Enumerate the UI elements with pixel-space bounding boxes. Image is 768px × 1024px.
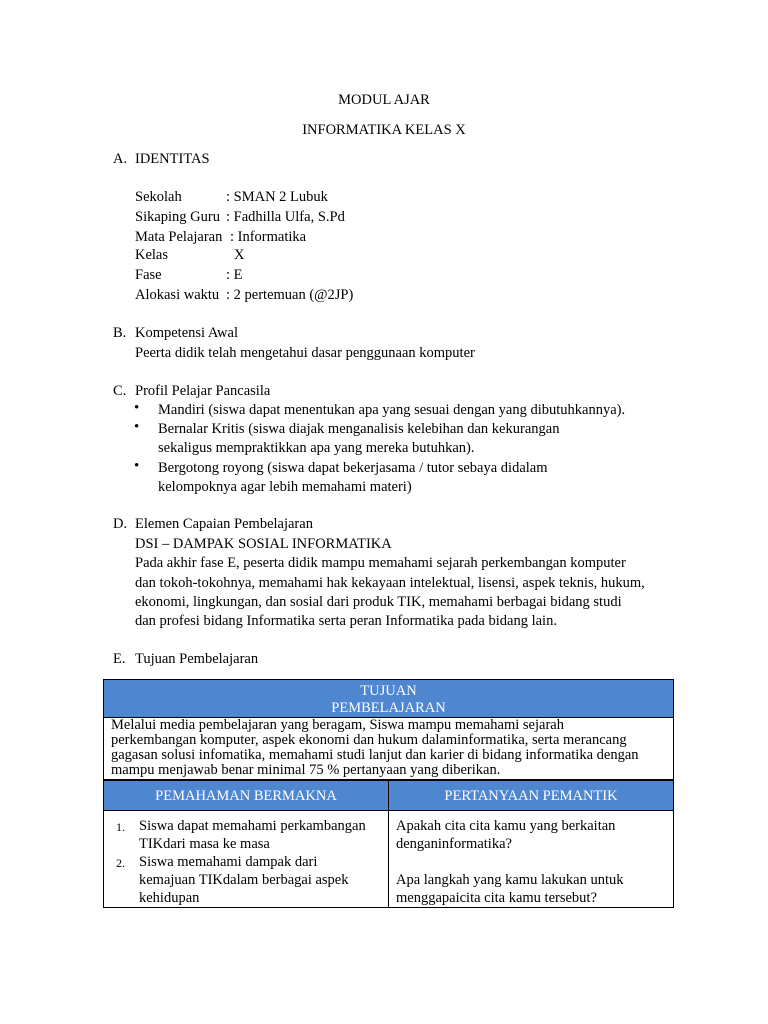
list-item: Bernalar Kritis (siswa diajak menganalisis kelebihan dan kekurangan bbox=[158, 421, 560, 437]
section-a-marker: A. bbox=[113, 151, 128, 167]
section-d-heading: Elemen Capaian Pembelajaran bbox=[135, 516, 313, 532]
question-line: Apa langkah yang kamu lakukan untuk bbox=[396, 872, 624, 888]
learning-goal-body bbox=[111, 718, 671, 778]
identity-label: Alokasi waktu bbox=[135, 287, 220, 303]
document-title: MODUL AJAR bbox=[338, 92, 430, 108]
header-line: PEMBELAJARAN bbox=[331, 700, 446, 716]
list-item-continuation: kemajuan TIKdalam berbagai aspek bbox=[139, 872, 349, 888]
section-c-marker: C. bbox=[113, 383, 127, 399]
bullet-icon: • bbox=[134, 419, 140, 435]
identity-label: Sekolah bbox=[135, 189, 182, 205]
identity-value: : Informatika bbox=[230, 229, 307, 245]
question-line: denganinformatika? bbox=[396, 836, 512, 852]
identity-value: : E bbox=[226, 267, 243, 283]
bullet-icon: • bbox=[134, 400, 140, 416]
question-line: menggapaicita cita kamu tersebut? bbox=[396, 890, 597, 906]
paragraph-line: dan tokoh-tokohnya, memahami hak kekayaan intelektual, lisensi, aspek teknis, hukum, bbox=[135, 575, 645, 591]
identity-label: Sikaping Guru bbox=[135, 209, 220, 225]
header-line: TUJUAN bbox=[360, 683, 417, 699]
section-c-heading: Profil Pelajar Pancasila bbox=[135, 383, 271, 399]
section-b-text: Peerta didik telah mengetahui dasar penggunaan komputer bbox=[135, 345, 475, 361]
list-number: 1. bbox=[116, 820, 125, 834]
list-item-continuation: kelompoknya agar lebih memahami materi) bbox=[158, 479, 412, 495]
section-d-subheading: DSI – DAMPAK SOSIAL INFORMATIKA bbox=[135, 536, 392, 552]
section-b-marker: B. bbox=[113, 325, 127, 341]
body-line: perkembangan komputer, aspek ekonomi dan hukum dalaminformatika, serta merancang bbox=[111, 732, 627, 748]
learning-goal-header bbox=[104, 680, 673, 718]
identity-value: X bbox=[234, 247, 245, 263]
list-item-continuation: TIKdari masa ke masa bbox=[139, 836, 270, 852]
document-subtitle: INFORMATIKA KELAS X bbox=[302, 122, 466, 138]
meaningful-understanding-table bbox=[103, 779, 674, 908]
identity-value: : 2 pertemuan (@2JP) bbox=[226, 287, 354, 303]
col-header-pertanyaan: PERTANYAAN PEMANTIK bbox=[389, 781, 673, 811]
list-number: 2. bbox=[116, 856, 125, 870]
identity-label: Fase bbox=[135, 267, 162, 283]
learning-goal-table bbox=[103, 679, 674, 780]
paragraph-line: Pada akhir fase E, peserta didik mampu memahami sejarah perkembangan komputer bbox=[135, 555, 626, 571]
section-d-marker: D. bbox=[113, 516, 128, 532]
bullet-icon: • bbox=[134, 458, 140, 474]
paragraph-line: ekonomi, lingkungan, dan sosial dari produk TIK, memahami berbagai bidang studi bbox=[135, 594, 622, 610]
body-line: gagasan solusi infomatika, memahami studi lanjut dan karier di bidang informatika dengan bbox=[111, 747, 639, 763]
section-a-heading: IDENTITAS bbox=[135, 151, 210, 167]
list-item: Siswa memahami dampak dari bbox=[139, 854, 318, 870]
identity-value: : SMAN 2 Lubuk bbox=[226, 189, 328, 205]
list-item: Siswa dapat memahami perkambangan bbox=[139, 818, 366, 834]
section-e-heading: Tujuan Pembelajaran bbox=[135, 651, 259, 667]
column-divider bbox=[388, 811, 389, 908]
body-line: mampu menjawab benar minimal 75 % pertanyaan yang diberikan. bbox=[111, 762, 501, 778]
list-item: Mandiri (siswa dapat menentukan apa yang sesuai dengan yang dibutuhkannya). bbox=[158, 402, 626, 418]
col-header-pemahaman: PEMAHAMAN BERMAKNA bbox=[104, 781, 389, 811]
paragraph-line: dan profesi bidang Informatika serta peran Informatika pada bidang lain. bbox=[135, 613, 557, 629]
identity-value: : Fadhilla Ulfa, S.Pd bbox=[226, 209, 345, 225]
list-item: Bergotong royong (siswa dapat bekerjasama / tutor sebaya didalam bbox=[158, 460, 548, 476]
body-line: Melalui media pembelajaran yang beragam, Siswa mampu memahami sejarah bbox=[111, 717, 564, 733]
question-line: Apakah cita cita kamu yang berkaitan bbox=[396, 818, 616, 834]
list-item-continuation: sekaligus mempraktikkan apa yang mereka butuhkan). bbox=[158, 440, 475, 456]
section-e-marker: E. bbox=[113, 651, 126, 667]
list-item-continuation: kehidupan bbox=[139, 890, 200, 906]
identity-label: Mata Pelajaran bbox=[135, 229, 223, 245]
identity-label: Kelas bbox=[135, 247, 169, 263]
section-b-heading: Kompetensi Awal bbox=[135, 325, 238, 341]
